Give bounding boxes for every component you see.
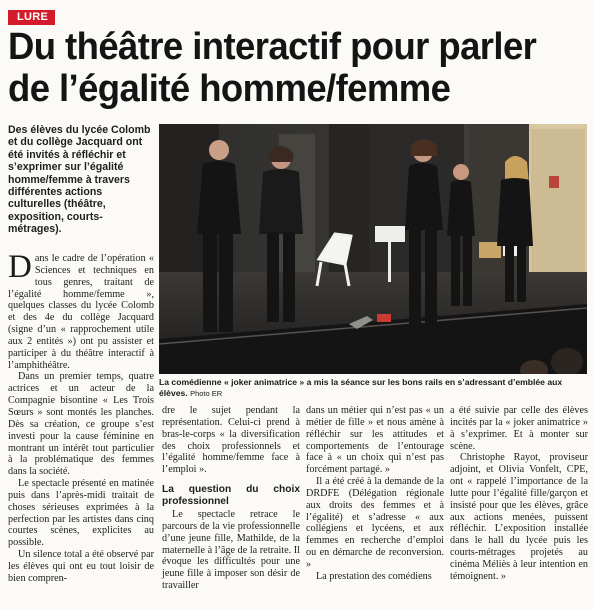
paragraph-5: dre le sujet pendant la représentation. Celui-ci prend à bras-le-corps « la diversification des choix professionnels et l’égalité homme/femme face à l’emploi ». <box>162 405 300 476</box>
paragraph-8: Il a été créé à la demande de la DRDFE (Délégation régionale aux droits des femmes et à l’égalité) et s’adresse « aux collégiens et lycéens, et aux femmes en recherche d’emploi ou en démarche de reconversion. » <box>306 476 444 570</box>
caption-text: La comédienne « joker animatrice » a mis la séance sur les bons rails en s’adressant d’emblée aux élèves. <box>159 377 563 398</box>
article-column-3 <box>306 405 444 583</box>
drop-cap: D <box>8 249 32 285</box>
article-column-2 <box>162 405 300 592</box>
paragraph-4: Un silence total a été observé par les élèves qui ont eu tout loisir de bien compren- <box>8 549 154 584</box>
article-headline: Du théâtre interactif pour parler de l’égalité homme/femme <box>8 26 537 110</box>
photo-credit: Photo ER <box>190 388 223 398</box>
photo-caption <box>159 377 587 400</box>
paragraph-3: Le spectacle présenté en matinée puis dans l’après-midi traitait de choses sérieuses exprimées à la perfection par les artistes dans cinq courtes scènes, explicites au possible. <box>8 478 154 549</box>
article-column-1 <box>8 249 154 585</box>
stage-scene-illustration <box>159 124 587 374</box>
paragraph-2: Dans un premier temps, quatre actrices et un acteur de la Compagnie bisontine « Les Trois Sœurs » sont montés les planches. Dès sa création, ce groupe s’est investi pour la cause féminine en montrant un intérêt tout particulier à la problématique des femmes dans la société. <box>8 371 154 478</box>
article-lead: Des élèves du lycée Colomb et du collège Jacquard ont été invités à réfléchir et s’exprimer sur l’égalité homme/femme à travers différentes actions culturelles (théâtre, exposition, courts-métrages). <box>8 124 151 236</box>
paragraph-10: a été suivie par celle des élèves incités par la « joker animatrice » à s’exprimer. Et à monter sur scène. <box>450 405 588 452</box>
paragraph-1-text: ans le cadre de l’opération « Sciences et techniques en tous genres, traitant de l’égalité homme/femme », quelques classes du lycée Colomb et des 4e du collège Jacquard (signe d’un « rapprochement utile aux 2 entités ») ont pu assister et participer à du théâtre interactif à l’amphithéâtre. <box>8 253 154 371</box>
section-tag: LURE <box>8 10 55 25</box>
paragraph-9: La prestation des comédiens <box>316 570 432 582</box>
paragraph-7: dans un métier qui n’est pas « un métier de fille » et nous amène à réfléchir sur les attitudes et comportements de l’entourage face à « un choix qui n’est pas forcément partagé. » <box>306 405 444 476</box>
subheading: La question du choix professionnel <box>162 484 300 508</box>
paragraph-1 <box>8 249 154 371</box>
paragraph-11: Christophe Rayot, proviseur adjoint, et Olivia Vonfelt, CPE, ont « rappelé l’importance de la lutte pour l’égalité fille/garçon et insisté pour que les élèves, grâce aux actions menées, puissent réfléchir. L’exposition installée dans le hall du lycée puis les courts-métrages projetés au cinéma Méliès à leur intention en témoignent. » <box>450 452 588 582</box>
article-column-4 <box>450 405 588 583</box>
paragraph-6: Le spectacle retrace le parcours de la vie professionnelle d’une jeune fille, Mathilde, de la maternelle à l’âge de la retraite. Il évoque les difficultés pour une jeune fille à imposer son désir de travailler <box>162 509 300 592</box>
article-photo <box>159 124 587 374</box>
